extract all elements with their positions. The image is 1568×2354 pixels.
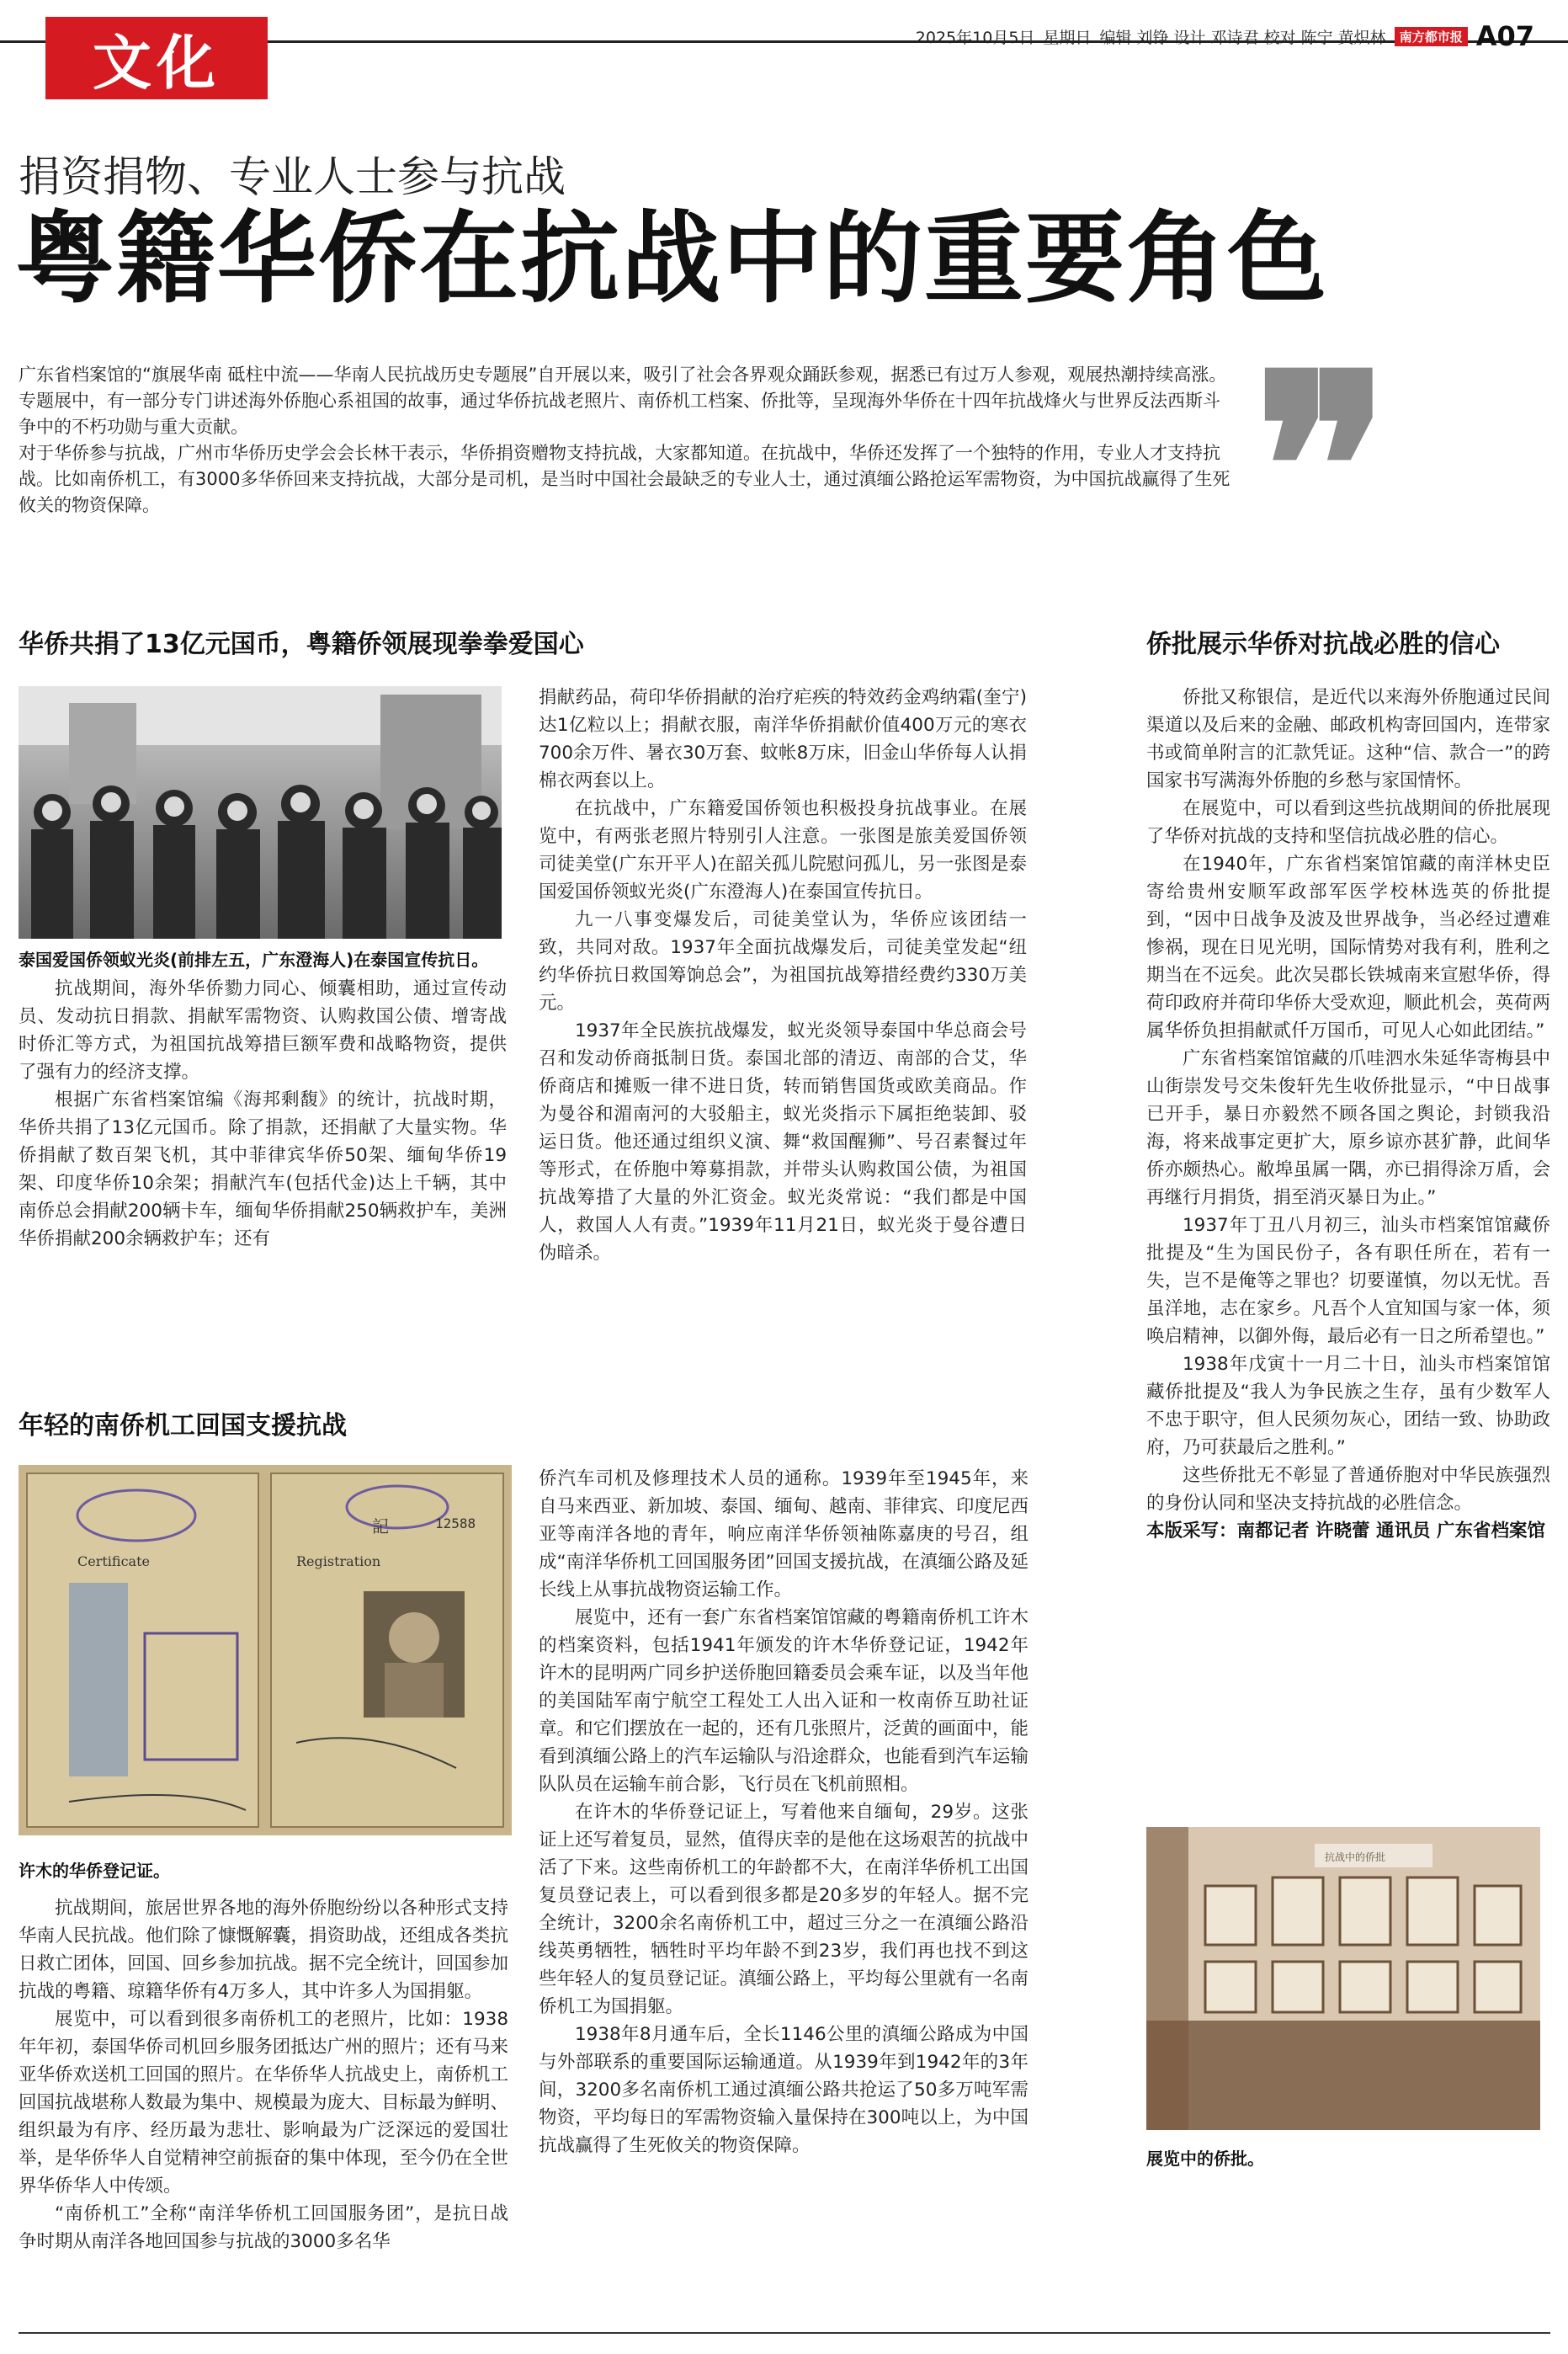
quote-mark-icon: ❞ bbox=[1254, 318, 1390, 615]
newspaper-logo: 南方都市报 bbox=[1395, 27, 1468, 46]
body-paragraph: 1938年8月通车后，全长1146公里的滇缅公路成为中国与外部联系的重要国际运输通道。从1939年到1942年的3年间，3200多名南侨机工通过滇缅公路共抢运了50多万吨军需物资，平均每日的军需物资输入量保持在300吨以上，为中国抗战赢得了生死攸关的物资保障。 bbox=[539, 2024, 1029, 2156]
section3-column bbox=[1146, 684, 1550, 1545]
body-paragraph: 在展览中，可以看到这些抗战期间的侨批展现了华侨对抗战的支持和坚信抗战必胜的信心。 bbox=[1146, 798, 1550, 847]
photo-caption: 展览中的侨批。 bbox=[1146, 2149, 1264, 2169]
issue-weekday: 星期日 bbox=[1043, 28, 1092, 47]
byline: 本版采写：南都记者 许晓蕾 通讯员 广东省档案馆 bbox=[1146, 1521, 1545, 1542]
photo-protest bbox=[19, 686, 502, 939]
body-paragraph: 展览中，还有一套广东省档案馆馆藏的粤籍南侨机工许木的档案资料，包括1941年颁发的许木华侨登记证，1942年许木的昆明两广同乡护送侨胞回籍委员会乘车证，以及当年他的美国陆军南宁航空工程处工人出入证和一枚南侨互助社证章。和它们摆放在一起的，还有几张照片，泛黄的画面中，能看到滇缅公路上的汽车运输队与沿途群众，也能看到汽车运输队队员在运输车前合影，飞行员在飞机前照相。 bbox=[539, 1607, 1029, 1795]
body-paragraph: 捐献药品，荷印华侨捐献的治疗疟疾的特效药金鸡纳霜(奎宁)达1亿粒以上；捐献衣服，南洋华侨捐献价值400万元的寒衣700余万件、暑衣30万套、蚊帐8万床，旧金山华侨每人认捐棉衣两套以上。 bbox=[539, 687, 1027, 791]
lead-paragraph: 对于华侨参与抗战，广州市华侨历史学会会长林干表示，华侨捐资赠物支持抗战，大家都知道。在抗战中，华侨还发挥了一个独特的作用，专业人才支持抗战。比如南侨机工，有3000多华侨回来支持抗战，大部分是司机，是当时中国社会最缺乏的专业人士，通过滇缅公路抢运军需物资，为中国抗战赢得了生死攸关的物资保障。 bbox=[19, 443, 1230, 515]
body-paragraph: 展览中，可以看到很多南侨机工的老照片，比如：1938年年初，泰国华侨司机回乡服务团抵达广州的照片；还有马来亚华侨欢送机工回国的照片。在华侨华人抗战史上，南侨机工回国抗战堪称人数最为集中、规模最为庞大、目标最为鲜明、组织最为有序、经历最为悲壮、影响最为广泛深远的爱国壮举，是华侨华人自觉精神空前振奋的集中体现，至今仍在全世界华侨华人中传颂。 bbox=[19, 2009, 508, 2197]
exhibition-illustration bbox=[1146, 1827, 1540, 2130]
section-tag: 文化 bbox=[45, 17, 268, 99]
certificate-illustration bbox=[19, 1465, 512, 1835]
body-paragraph: 抗战期间，旅居世界各地的海外侨胞纷纷以各种形式支持华南人民抗战。他们除了慷慨解囊，捐资助战，还组成各类抗日救亡团体，回国、回乡参加抗战。据不完全统计，回国参加抗战的粤籍、琼籍华侨有4万多人，其中许多人为国捐躯。 bbox=[19, 1898, 508, 2002]
certificate-number: 12588 bbox=[435, 1515, 476, 1531]
page-number: A07 bbox=[1475, 20, 1534, 52]
headline: 粤籍华侨在抗战中的重要角色 bbox=[15, 200, 1329, 317]
lead-paragraph: 专题展中，有一部分专门讲述海外侨胞心系祖国的故事，通过华侨抗战老照片、南侨机工档案、侨批等，呈现海外华侨在十四年抗战烽火与世界反法西斯斗争中的不朽功勋与重大贡献。 bbox=[19, 391, 1220, 437]
body-paragraph: 这些侨批无不彰显了普通侨胞对中华民族强烈的身份认同和坚决支持抗战的必胜信念。 bbox=[1146, 1465, 1550, 1514]
section1-column-2 bbox=[539, 684, 1027, 1267]
photo-exhibition bbox=[1146, 1827, 1540, 2130]
section2-title: 年轻的南侨机工回国支援抗战 bbox=[19, 1411, 347, 1441]
body-paragraph: 侨汽车司机及修理技术人员的通称。1939年至1945年，来自马来西亚、新加坡、泰国、缅甸、越南、菲律宾、印度尼西亚等南洋各地的青年，响应南洋华侨领袖陈嘉庚的号召，组成“南洋华侨机工回国服务团”回国支援抗战，在滇缅公路及延长线上从事抗战物资运输工作。 bbox=[539, 1468, 1029, 1600]
section3-title: 侨批展示华侨对抗战必胜的信心 bbox=[1146, 630, 1500, 659]
issue-date: 2025年10月5日 bbox=[915, 28, 1035, 47]
body-paragraph: 根据广东省档案馆编《海邦剩馥》的统计，抗战时期，华侨共捐了13亿元国币。除了捐款，还捐献了大量实物。华侨捐献了数百架飞机，其中菲律宾华侨50架、缅甸华侨19架、印度华侨10余架；捐献汽车(包括代金)达上千辆，其中南侨总会捐献200辆卡车，缅甸华侨捐献250辆救护车，美洲华侨捐献200余辆救护车；还有 bbox=[19, 1089, 507, 1249]
photo-caption: 泰国爱国侨领蚁光炎(前排左五，广东澄海人)在泰国宣传抗日。 bbox=[19, 950, 489, 970]
body-paragraph: 1938年戊寅十一月二十日，汕头市档案馆馆藏侨批提及“我人为争民族之生存，虽有少数军人不忠于职守，但人民须勿灰心，团结一致、协助政府，乃可获最后之胜利。” bbox=[1146, 1354, 1550, 1458]
body-paragraph: 抗战期间，海外华侨勠力同心、倾囊相助，通过宣传动员、发动抗日捐款、捐献军需物资、认购救国公债、增寄战时侨汇等方式，为祖国抗战筹措巨额军费和战略物资，提供了强有力的经济支撑。 bbox=[19, 978, 507, 1083]
body-paragraph: 九一八事变爆发后，司徒美堂认为，华侨应该团结一致，共同对敌。1937年全面抗战爆发后，司徒美堂发起“纽约华侨抗日救国筹饷总会”，为祖国抗战筹措经费约330万美元。 bbox=[539, 909, 1027, 1014]
lead bbox=[19, 362, 1230, 519]
masthead-info bbox=[916, 20, 1534, 52]
certificate-label: Certificate bbox=[77, 1553, 150, 1569]
section2-column-1 bbox=[19, 1894, 508, 2255]
kicker: 捐资捐物、专业人士参与抗战 bbox=[19, 152, 566, 201]
section2-column-2 bbox=[539, 1465, 1029, 2160]
lead-paragraph: 广东省档案馆的“旗展华南 砥柱中流——华南人民抗战历史专题展”自开展以来，吸引了社会各界观众踊跃参观，据悉已有过万人参观，观展热潮持续高涨。 bbox=[19, 365, 1227, 385]
photo-caption: 许木的华侨登记证。 bbox=[19, 1861, 170, 1881]
exhibit-board-label: 抗战中的侨批 bbox=[1325, 1851, 1386, 1863]
body-paragraph: 1937年全民族抗战爆发，蚁光炎领导泰国中华总商会号召和发动侨商抵制日货。泰国北部的清迈、南部的合艾，华侨商店和摊贩一律不进日货，转而销售国货或欧美商品。作为曼谷和湄南河的大驳船主，蚁光炎指示下属拒绝装卸、驳运日货。他还通过组织义演、舞“救国醒狮”、号召素餐过年等形式，在侨胞中筹募捐款，并带头认购救国公债，为祖国抗战筹措了大量的外汇资金。蚁光炎常说：“我们都是中国人，救国人人有责。”1939年11月21日，蚁光炎于曼谷遭日伪暗杀。 bbox=[539, 1020, 1027, 1264]
body-paragraph: 1937年丁丑八月初三，汕头市档案馆馆藏侨批提及“生为国民份子，各有职任所在，若有一失，岂不是俺等之罪也？切要谨慎，勿以无忧。吾虽洋地，志在家乡。凡吾个人宜知国与家一体，须唤启精神，以御外侮，最后必有一日之所希望也。” bbox=[1146, 1215, 1550, 1347]
section1-column-1 bbox=[19, 975, 507, 1253]
protest-photo-illustration bbox=[19, 686, 502, 939]
body-paragraph: “南侨机工”全称“南洋华侨机工回国服务团”，是抗日战争时期从南洋各地回国参与抗战的3000多名华 bbox=[19, 2203, 508, 2252]
body-paragraph: 广东省档案馆馆藏的爪哇泗水朱延华寄梅县中山街崇发号交朱俊轩先生收侨批显示，“中日战事已开手，暴日亦毅然不顾各国之舆论，封锁我沿海，将来战事定更扩大，原乡谅亦甚犷静，此间华侨亦颇热心。敝埠虽属一隅，亦已捐得涂万盾，会再继行月捐货，捐至消灭暴日为止。” bbox=[1146, 1048, 1550, 1208]
section1-title: 华侨共捐了13亿元国币，粤籍侨领展现拳拳爱国心 bbox=[19, 630, 584, 659]
body-paragraph: 在许木的华侨登记证上，写着他来自缅甸，29岁。这张证上还写着复员，显然，值得庆幸的是他在这场艰苦的抗战中活了下来。这些南侨机工的年龄都不大，在南洋华侨机工出国复员登记表上，可以看到很多都是20多岁的年轻人。据不完全统计，3200余名南侨机工中，超过三分之一在滇缅公路沿线英勇牺牲，牺牲时平均年龄不到23岁，我们再也找不到这些年轻人的复员登记证。滇缅公路上，平均每公里就有一名南侨机工为国捐躯。 bbox=[539, 1802, 1029, 2017]
body-paragraph: 在抗战中，广东籍爱国侨领也积极投身抗战事业。在展览中，有两张老照片特别引人注意。一张图是旅美爱国侨领司徒美堂(广东开平人)在韶关孤儿院慰问孤儿，另一张图是泰国爱国侨领蚁光炎(广东澄海人)在泰国宣传抗日。 bbox=[539, 798, 1027, 903]
photo-registration-certificate bbox=[19, 1465, 512, 1835]
certificate-char: 記 bbox=[372, 1516, 389, 1536]
body-paragraph: 在1940年，广东省档案馆馆藏的南洋林史臣寄给贵州安顺军政部军医学校林选英的侨批提到，“因中日战争及波及世界战争，当必经过遭难惨祸，现在日见光明，国际情势对我有利，胜利之期当在不远矣。此次吴郡长铁城南来宣慰华侨，得荷印政府并荷印华侨大受欢迎，顺此机会，英荷两属华侨负担捐献贰仟万国币，可见人心如此团结。” bbox=[1146, 854, 1550, 1041]
body-paragraph: 侨批又称银信，是近代以来海外侨胞通过民间渠道以及后来的金融、邮政机构寄回国内，连带家书或简单附言的汇款凭证。这种“信、款合一”的跨国家书写满海外侨胞的乡愁与家国情怀。 bbox=[1146, 687, 1550, 791]
registration-label: Registration bbox=[296, 1553, 381, 1569]
bottom-rule bbox=[19, 2332, 1550, 2334]
staff-credits: 编辑 刘铮 设计 邓诗君 校对 陈宁 黄炽林 bbox=[1099, 28, 1386, 47]
